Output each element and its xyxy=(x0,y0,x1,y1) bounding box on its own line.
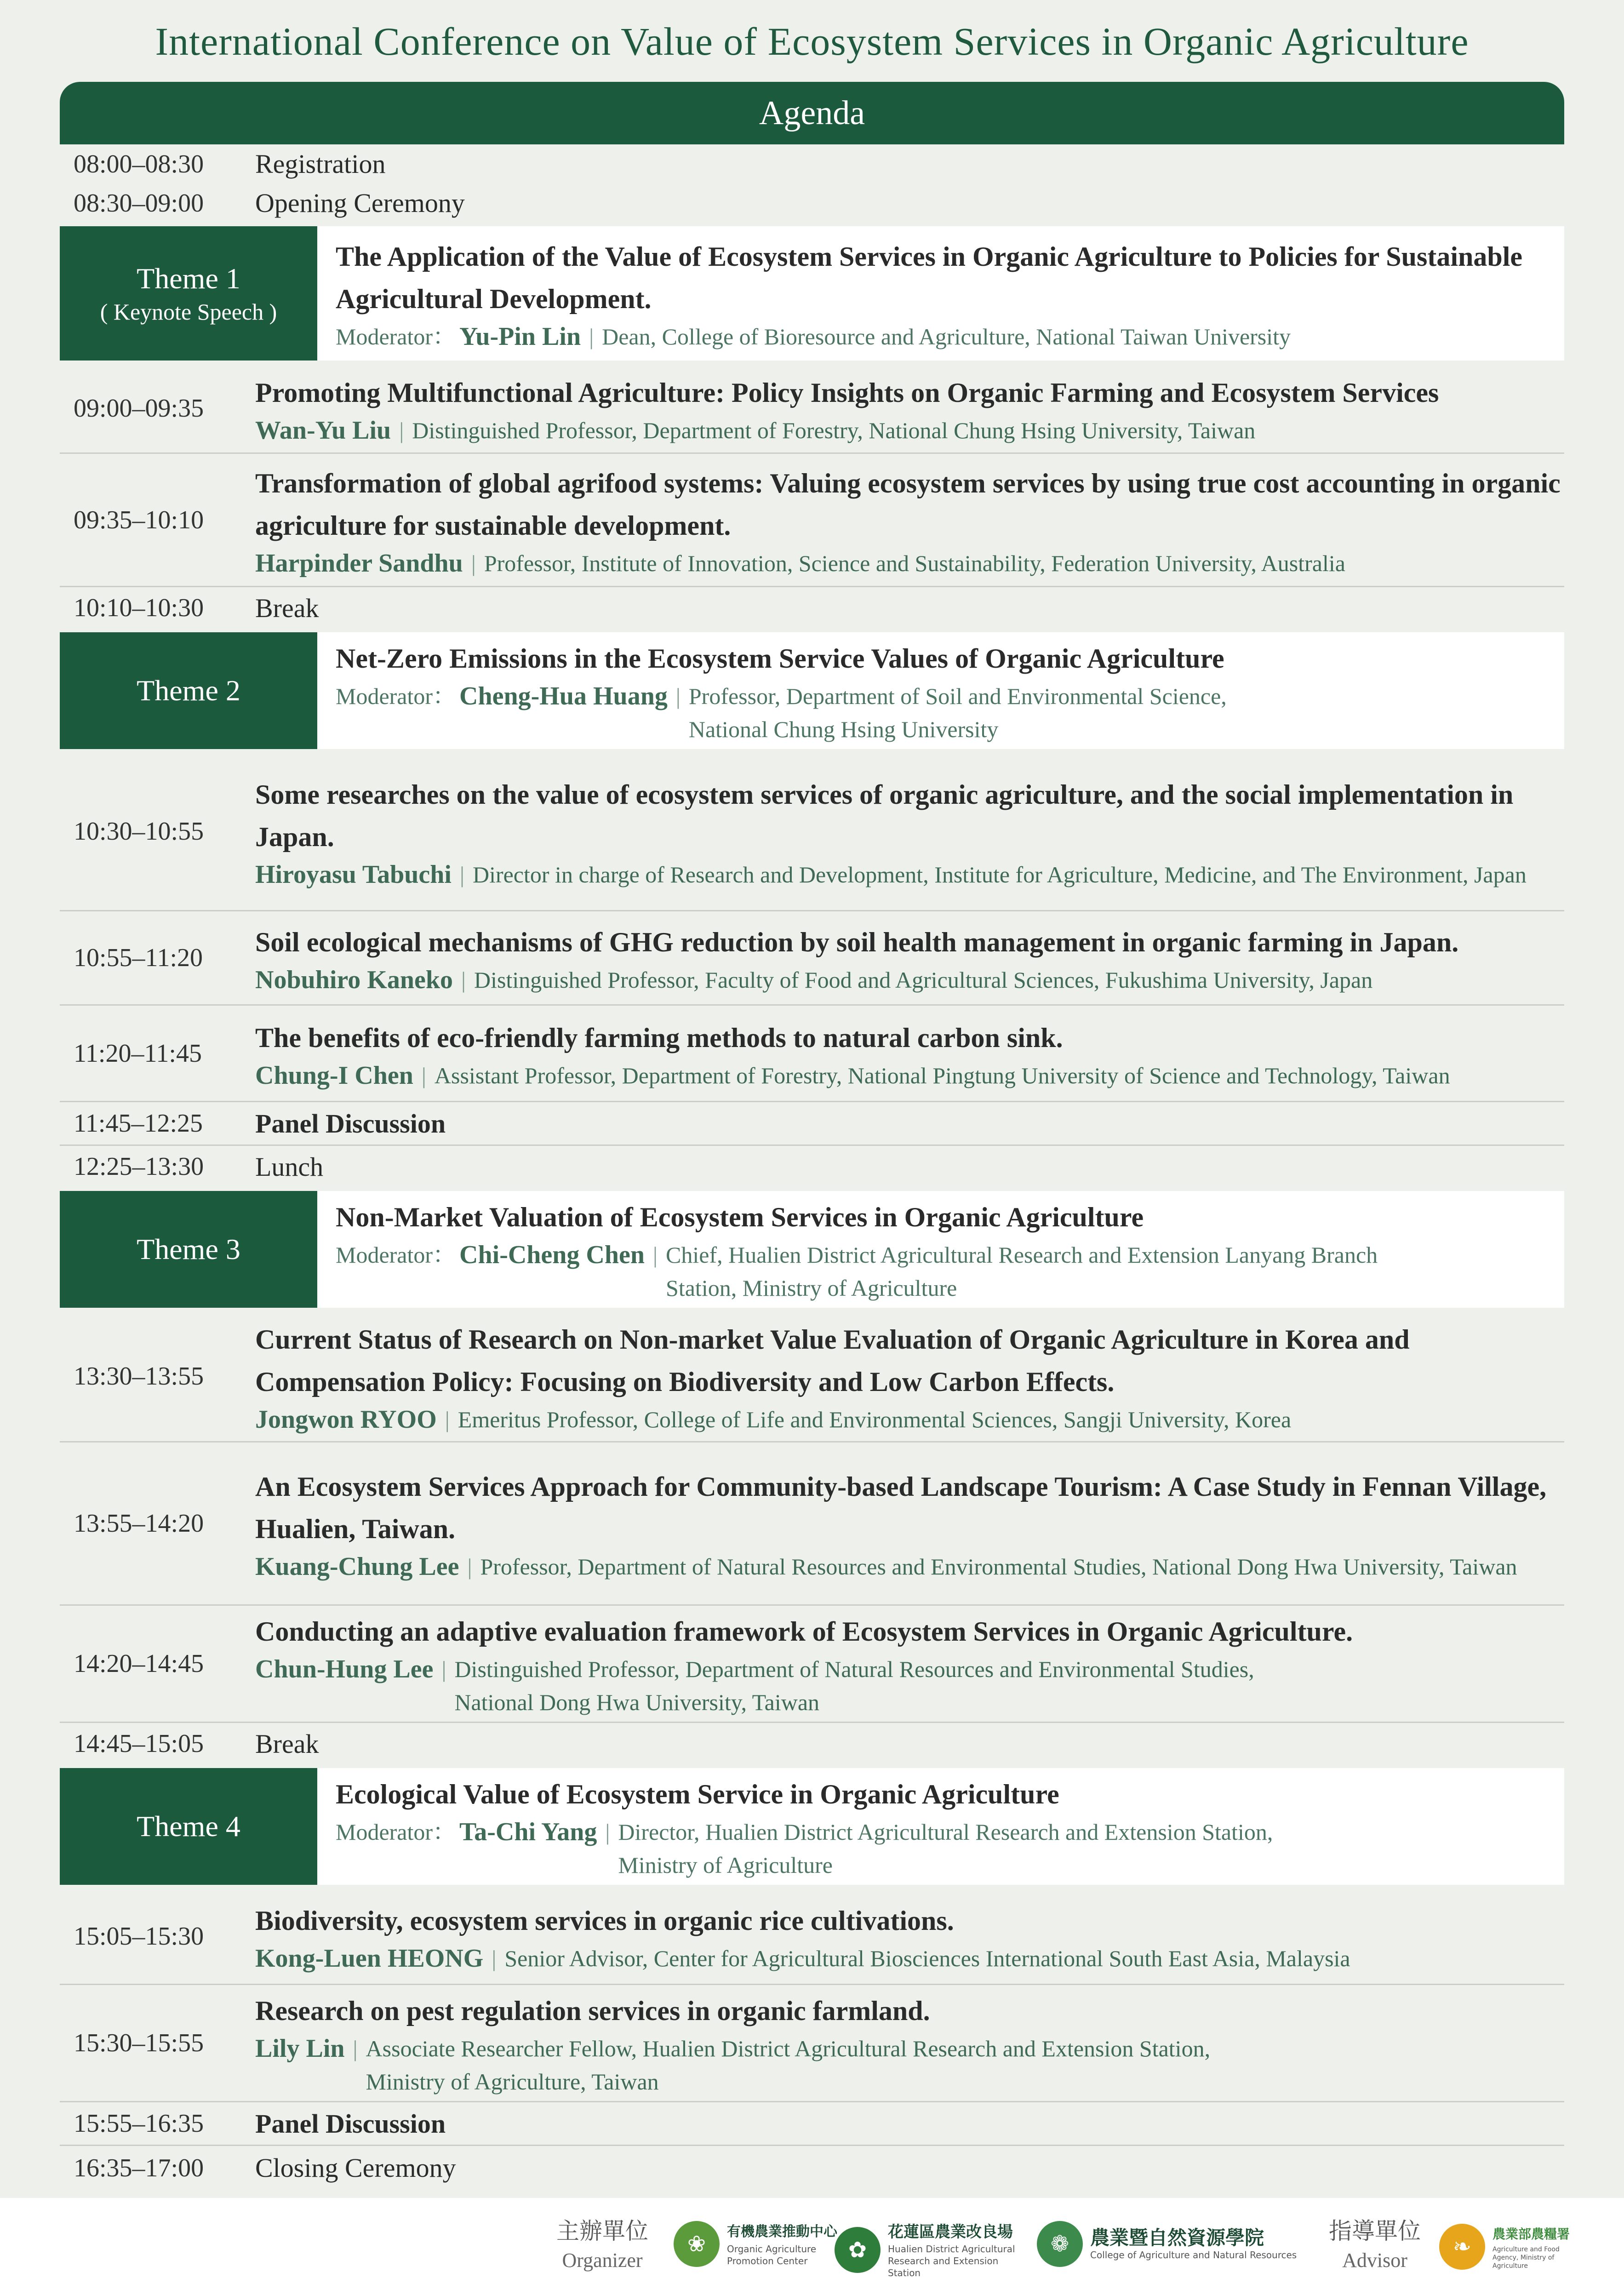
footer xyxy=(0,2198,1624,2295)
time-slot: 14:20–14:45 xyxy=(74,1649,204,1678)
theme-title-label: Theme 1 xyxy=(137,262,240,295)
agency-logo: ❧ 農業部農糧署 Agriculture and Food Agency, Ministry of Agriculture xyxy=(1439,2223,1571,2270)
speaker-name: Jongwon RYOO xyxy=(255,1405,437,1434)
talk-title: Research on pest regulation services in organic farmland. xyxy=(255,1996,930,2026)
agenda-row-registration xyxy=(60,144,1564,183)
theme-4-block xyxy=(60,1768,1564,1885)
speaker-name: Lily Lin xyxy=(255,2034,345,2063)
moderator-line xyxy=(336,680,1546,746)
agenda-row-break xyxy=(60,587,1564,629)
agenda-row-talk xyxy=(60,364,1564,454)
speaker-name: Wan-Yu Liu xyxy=(255,416,391,445)
hualien-station-logo: ✿ 花蓮區農業改良場 Hualien District Agricultural Research and Extension Station xyxy=(835,2221,1026,2279)
page-title: International Conference on Value of Ecosystem Services in Organic Agriculture xyxy=(155,19,1469,63)
time-slot: 12:25–13:30 xyxy=(74,1152,204,1181)
divider: | xyxy=(589,324,594,349)
agenda-row-talk xyxy=(60,1985,1564,2102)
moderator-line xyxy=(336,1815,1546,1882)
speaker-name: Kuang-Chung Lee xyxy=(255,1552,459,1581)
agenda-row-talk xyxy=(60,1606,1564,1723)
agenda-row-talk xyxy=(60,1442,1564,1606)
session-label: Panel Discussion xyxy=(255,2108,446,2139)
speaker-line xyxy=(255,547,1564,580)
speaker-name: Chung-I Chen xyxy=(255,1061,413,1090)
speaker-line xyxy=(255,2032,1564,2098)
divider: | xyxy=(653,1242,658,1268)
speaker-line xyxy=(255,1059,1564,1092)
session-label: Break xyxy=(255,593,319,623)
time-slot: 15:30–15:55 xyxy=(74,2029,204,2057)
speaker-affiliation: Professor, Department of Natural Resources and Environmental Studies, National Dong Hwa University, Taiwan xyxy=(480,1554,1517,1580)
time-slot: 10:10–10:30 xyxy=(74,594,204,622)
moderator-label: Moderator： xyxy=(336,324,456,349)
college-logo: ❁ 農業暨自然資源學院 College of Agriculture and Natural Resources xyxy=(1037,2221,1297,2267)
session-label: Closing Ceremony xyxy=(255,2153,456,2183)
keynote-label: ( Keynote Speech ) xyxy=(100,299,277,325)
theme-1-block xyxy=(60,226,1564,361)
speaker-affiliation: Director in charge of Research and Development, Institute for Agriculture, Medicine, and The Environment, Japan xyxy=(472,862,1527,887)
talk-title: Soil ecological mechanisms of GHG reduction by soil health management in organic farming in Japan. xyxy=(255,927,1459,957)
moderator-name: Yu-Pin Lin xyxy=(459,322,581,351)
theme-3-body xyxy=(317,1191,1564,1308)
agenda-row-talk xyxy=(60,1311,1564,1442)
theme-title-label: Theme 2 xyxy=(137,674,240,707)
time-slot: 09:35–10:10 xyxy=(74,505,204,534)
theme-title-label: Theme 4 xyxy=(137,1810,240,1843)
moderator-name: Chi-Cheng Chen xyxy=(459,1241,645,1269)
talk-title: Transformation of global agrifood systems: Valuing ecosystem services by using true cost accounting in organic agriculture for sustainable development. xyxy=(255,468,1561,541)
divider: | xyxy=(441,1656,446,1682)
talk-title: The benefits of eco-friendly farming methods to natural carbon sink. xyxy=(255,1022,1063,1053)
time-slot: 11:45–12:25 xyxy=(74,1109,203,1138)
agenda-row-opening xyxy=(60,183,1564,223)
speaker-name: Chun-Hung Lee xyxy=(255,1655,434,1683)
rice-icon: ✿ xyxy=(835,2227,881,2273)
agenda-table xyxy=(60,144,1564,2190)
session-label: Lunch xyxy=(255,1151,324,1182)
moderator-name: Ta-Chi Yang xyxy=(459,1818,597,1846)
agenda-row-closing xyxy=(60,2146,1564,2190)
moderator-name: Cheng-Hua Huang xyxy=(459,682,668,710)
theme-2-label xyxy=(60,632,317,749)
moderator-affiliation: Professor, Department of Soil and Environmental Science, National Chung Hsing University xyxy=(688,683,1227,742)
speaker-affiliation: Assistant Professor, Department of Forestry, National Pingtung University of Science and Technology, Taiwan xyxy=(434,1062,1450,1088)
organic-center-logo: ❀ 有機農業推動中心 Organic Agriculture Promotion Center xyxy=(674,2221,846,2267)
leaf-icon: ❀ xyxy=(674,2221,720,2267)
divider: | xyxy=(459,862,464,887)
organizer-label: 主辦單位 Organizer xyxy=(556,2218,648,2272)
theme-3-title: Non-Market Valuation of Ecosystem Services in Organic Agriculture xyxy=(336,1202,1144,1232)
theme-2-body xyxy=(317,632,1564,749)
speaker-affiliation: Distinguished Professor, Department of Natural Resources and Environmental Studies, National Dong Hwa University, Taiwan xyxy=(454,1656,1254,1715)
agenda-row-panel xyxy=(60,2102,1564,2146)
theme-4-title: Ecological Value of Ecosystem Service in Organic Agriculture xyxy=(336,1779,1059,1809)
session-label: Break xyxy=(255,1728,319,1759)
talk-title: Promoting Multifunctional Agriculture: Policy Insights on Organic Farming and Ecosystem Services xyxy=(255,378,1439,408)
theme-3-block xyxy=(60,1191,1564,1308)
time-slot: 15:05–15:30 xyxy=(74,1922,204,1951)
theme-2-block xyxy=(60,632,1564,749)
agenda-header: Agenda xyxy=(60,82,1564,144)
agenda-row-talk xyxy=(60,911,1564,1006)
speaker-name: Nobuhiro Kaneko xyxy=(255,966,453,994)
divider: | xyxy=(492,1945,497,1971)
speaker-name: Kong-Luen HEONG xyxy=(255,1944,484,1973)
theme-2-title: Net-Zero Emissions in the Ecosystem Service Values of Organic Agriculture xyxy=(336,643,1224,674)
divider: | xyxy=(421,1062,426,1088)
agenda-row-talk xyxy=(60,1006,1564,1102)
speaker-name: Hiroyasu Tabuchi xyxy=(255,860,452,889)
speaker-affiliation: Senior Advisor, Center for Agricultural Biosciences International South East Asia, Malaysia xyxy=(504,1945,1350,1971)
theme-1-body xyxy=(317,226,1564,361)
moderator-label: Moderator： xyxy=(336,683,456,709)
sprout-icon: ❧ xyxy=(1439,2224,1485,2270)
agenda-row-talk xyxy=(60,753,1564,911)
time-slot: 11:20–11:45 xyxy=(74,1039,202,1068)
theme-title-label: Theme 3 xyxy=(137,1233,240,1265)
theme-4-body xyxy=(317,1768,1564,1885)
time-slot: 13:55–14:20 xyxy=(74,1509,204,1538)
divider: | xyxy=(353,2036,358,2061)
time-slot: 14:45–15:05 xyxy=(74,1729,204,1758)
talk-title: Biodiversity, ecosystem services in organic rice cultivations. xyxy=(255,1905,954,1936)
agenda-row-talk xyxy=(60,454,1564,587)
theme-3-label xyxy=(60,1191,317,1308)
speaker-name: Harpinder Sandhu xyxy=(255,549,463,578)
moderator-line xyxy=(336,320,1546,353)
moderator-affiliation: Director, Hualien District Agricultural Research and Extension Station, Ministry of Agriculture xyxy=(618,1819,1273,1878)
divider: | xyxy=(467,1554,472,1580)
speaker-line xyxy=(255,858,1564,891)
talk-title: Conducting an adaptive evaluation framework of Ecosystem Services in Organic Agriculture. xyxy=(255,1616,1353,1647)
divider: | xyxy=(605,1819,610,1845)
advisor-label: 指導單位 Advisor xyxy=(1329,2218,1421,2272)
divider: | xyxy=(471,550,476,576)
divider: | xyxy=(461,967,466,993)
theme-4-label xyxy=(60,1768,317,1885)
speaker-line xyxy=(255,963,1564,996)
session-label: Registration xyxy=(255,149,386,179)
moderator-line xyxy=(336,1238,1546,1305)
talk-title: An Ecosystem Services Approach for Community-based Landscape Tourism: A Case Study in Fennan Village, Hualien, Taiwan. xyxy=(255,1471,1547,1544)
time-slot: 08:30–09:00 xyxy=(74,189,204,217)
seal-icon: ❁ xyxy=(1037,2221,1083,2267)
divider: | xyxy=(445,1407,450,1432)
time-slot: 16:35–17:00 xyxy=(74,2153,204,2182)
talk-title: Current Status of Research on Non-market Value Evaluation of Organic Agriculture in Korea and Compensation Policy: Focusing on Biodiversity and Low Carbon Effects. xyxy=(255,1324,1410,1397)
moderator-label: Moderator： xyxy=(336,1819,456,1845)
agenda-row-talk xyxy=(60,1889,1564,1985)
moderator-affiliation: Dean, College of Bioresource and Agriculture, National Taiwan University xyxy=(602,324,1291,349)
theme-1-label xyxy=(60,226,317,361)
session-label: Opening Ceremony xyxy=(255,188,465,218)
speaker-affiliation: Associate Researcher Fellow, Hualien District Agricultural Research and Extension Station, Ministry of Agriculture, Taiwan xyxy=(366,2036,1211,2095)
time-slot: 10:30–10:55 xyxy=(74,817,204,846)
speaker-affiliation: Distinguished Professor, Faculty of Food and Agricultural Sciences, Fukushima University, Japan xyxy=(474,967,1373,993)
moderator-affiliation: Chief, Hualien District Agricultural Research and Extension Lanyang Branch Station, Ministry of Agriculture xyxy=(666,1242,1378,1301)
session-label: Panel Discussion xyxy=(255,1108,446,1139)
time-slot: 15:55–16:35 xyxy=(74,2109,204,2138)
time-slot: 08:00–08:30 xyxy=(74,149,204,178)
moderator-label: Moderator： xyxy=(336,1242,456,1268)
time-slot: 10:55–11:20 xyxy=(74,944,203,972)
speaker-line xyxy=(255,1403,1564,1436)
speaker-line xyxy=(255,1550,1564,1583)
agenda-row-lunch xyxy=(60,1146,1564,1187)
agenda-row-break xyxy=(60,1723,1564,1764)
speaker-affiliation: Distinguished Professor, Department of Forestry, National Chung Hsing University, Taiwan xyxy=(412,418,1256,443)
talk-title: Some researches on the value of ecosystem services of organic agriculture, and the social implementation in Japan. xyxy=(255,779,1514,852)
theme-1-title: The Application of the Value of Ecosystem Services in Organic Agriculture to Policies for Sustainable Agricultural Development. xyxy=(336,241,1523,314)
divider: | xyxy=(399,418,404,443)
speaker-affiliation: Emeritus Professor, College of Life and Environmental Sciences, Sangji University, Korea xyxy=(457,1407,1292,1432)
agenda-row-panel xyxy=(60,1102,1564,1146)
time-slot: 13:30–13:55 xyxy=(74,1362,204,1391)
time-slot: 09:00–09:35 xyxy=(74,394,204,423)
speaker-affiliation: Professor, Institute of Innovation, Science and Sustainability, Federation University, Australia xyxy=(484,550,1345,576)
divider: | xyxy=(675,683,680,709)
speaker-line xyxy=(255,1653,1564,1719)
speaker-line xyxy=(255,1942,1564,1975)
speaker-line xyxy=(255,414,1564,447)
